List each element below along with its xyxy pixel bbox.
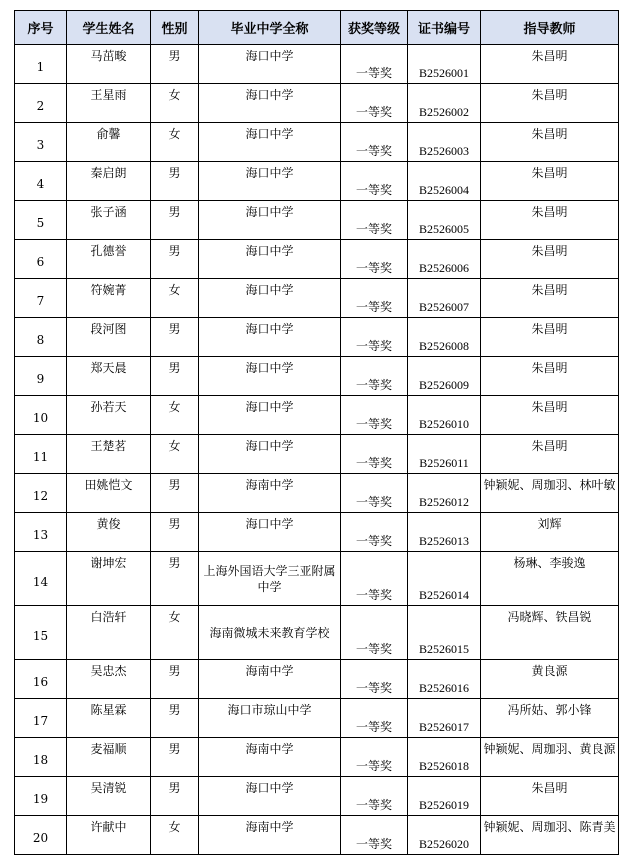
- table-row: [15, 816, 619, 855]
- student-name-cell: 吴忠杰: [67, 660, 151, 699]
- table-row: [15, 123, 619, 162]
- gender-cell: 男: [151, 660, 199, 699]
- gender-cell: 男: [151, 201, 199, 240]
- student-name-cell: 马茁畯: [67, 45, 151, 84]
- award-level-cell: 一等奖: [341, 606, 408, 660]
- table-row: [15, 606, 619, 660]
- school-cell: 海口中学: [199, 357, 341, 396]
- school-cell: 海口市琼山中学: [199, 699, 341, 738]
- certificate-no-cell: B2526011: [408, 435, 481, 474]
- header-gender: 性别: [151, 11, 199, 45]
- teacher-cell: 朱昌明: [481, 279, 619, 318]
- certificate-no-cell: B2526005: [408, 201, 481, 240]
- gender-cell: 男: [151, 738, 199, 777]
- seq-cell: 8: [15, 318, 67, 357]
- school-cell: 海口中学: [199, 318, 341, 357]
- student-name-cell: 秦启朗: [67, 162, 151, 201]
- seq-cell: 1: [15, 45, 67, 84]
- seq-cell: 2: [15, 84, 67, 123]
- header-seq: 序号: [15, 11, 67, 45]
- table-row: [15, 201, 619, 240]
- award-level-cell: 一等奖: [341, 45, 408, 84]
- table-row: [15, 45, 619, 84]
- award-level-cell: 一等奖: [341, 201, 408, 240]
- student-name-cell: 许献中: [67, 816, 151, 855]
- student-name-cell: 王楚茗: [67, 435, 151, 474]
- award-level-cell: 一等奖: [341, 816, 408, 855]
- student-name-cell: 孔德誉: [67, 240, 151, 279]
- award-level-cell: 一等奖: [341, 699, 408, 738]
- teacher-cell: 朱昌明: [481, 123, 619, 162]
- certificate-no-cell: B2526014: [408, 552, 481, 606]
- gender-cell: 男: [151, 513, 199, 552]
- student-name-cell: 段河图: [67, 318, 151, 357]
- seq-cell: 11: [15, 435, 67, 474]
- certificate-no-cell: B2526001: [408, 45, 481, 84]
- award-level-cell: 一等奖: [341, 123, 408, 162]
- teacher-cell: 朱昌明: [481, 435, 619, 474]
- certificate-no-cell: B2526018: [408, 738, 481, 777]
- student-name-cell: 谢坤宏: [67, 552, 151, 606]
- gender-cell: 男: [151, 162, 199, 201]
- school-cell: 海南微城未来教育学校: [199, 606, 341, 660]
- certificate-no-cell: B2526020: [408, 816, 481, 855]
- certificate-no-cell: B2526016: [408, 660, 481, 699]
- seq-cell: 13: [15, 513, 67, 552]
- school-cell: 海口中学: [199, 84, 341, 123]
- teacher-cell: 朱昌明: [481, 201, 619, 240]
- award-level-cell: 一等奖: [341, 738, 408, 777]
- award-level-cell: 一等奖: [341, 84, 408, 123]
- table-row: [15, 513, 619, 552]
- student-name-cell: 陈星霖: [67, 699, 151, 738]
- school-cell: 海口中学: [199, 45, 341, 84]
- seq-cell: 18: [15, 738, 67, 777]
- teacher-cell: 钟颖妮、周珈羽、黄良源: [481, 738, 619, 777]
- table-row: [15, 279, 619, 318]
- award-level-cell: 一等奖: [341, 279, 408, 318]
- table-row: [15, 552, 619, 606]
- teacher-cell: 钟颖妮、周珈羽、林叶敏: [481, 474, 619, 513]
- table-row: [15, 777, 619, 816]
- seq-cell: 14: [15, 552, 67, 606]
- table-body: [15, 45, 619, 855]
- certificate-no-cell: B2526009: [408, 357, 481, 396]
- school-cell: 海口中学: [199, 201, 341, 240]
- certificate-no-cell: B2526012: [408, 474, 481, 513]
- gender-cell: 女: [151, 396, 199, 435]
- gender-cell: 男: [151, 45, 199, 84]
- table-row: [15, 396, 619, 435]
- teacher-cell: 朱昌明: [481, 396, 619, 435]
- student-name-cell: 王星雨: [67, 84, 151, 123]
- seq-cell: 7: [15, 279, 67, 318]
- school-cell: 海口中学: [199, 123, 341, 162]
- table-row: [15, 84, 619, 123]
- teacher-cell: 朱昌明: [481, 84, 619, 123]
- certificate-no-cell: B2526003: [408, 123, 481, 162]
- table-row: [15, 240, 619, 279]
- student-name-cell: 吴清锐: [67, 777, 151, 816]
- certificate-no-cell: B2526007: [408, 279, 481, 318]
- award-level-cell: 一等奖: [341, 357, 408, 396]
- seq-cell: 20: [15, 816, 67, 855]
- header-row: [15, 11, 619, 45]
- certificate-no-cell: B2526013: [408, 513, 481, 552]
- table-row: [15, 660, 619, 699]
- teacher-cell: 冯晓辉、铁昌锐: [481, 606, 619, 660]
- teacher-cell: 刘辉: [481, 513, 619, 552]
- teacher-cell: 冯所姑、郭小锋: [481, 699, 619, 738]
- table-row: [15, 318, 619, 357]
- award-level-cell: 一等奖: [341, 162, 408, 201]
- gender-cell: 男: [151, 474, 199, 513]
- teacher-cell: 朱昌明: [481, 240, 619, 279]
- seq-cell: 15: [15, 606, 67, 660]
- teacher-cell: 杨琳、李骏逸: [481, 552, 619, 606]
- award-level-cell: 一等奖: [341, 552, 408, 606]
- seq-cell: 12: [15, 474, 67, 513]
- gender-cell: 女: [151, 279, 199, 318]
- table-row: [15, 699, 619, 738]
- seq-cell: 6: [15, 240, 67, 279]
- teacher-cell: 朱昌明: [481, 357, 619, 396]
- school-cell: 海口中学: [199, 435, 341, 474]
- certificate-no-cell: B2526019: [408, 777, 481, 816]
- table-row: [15, 357, 619, 396]
- school-cell: 海南中学: [199, 474, 341, 513]
- school-cell: 海南中学: [199, 660, 341, 699]
- seq-cell: 3: [15, 123, 67, 162]
- seq-cell: 17: [15, 699, 67, 738]
- award-level-cell: 一等奖: [341, 240, 408, 279]
- header-certificate-no: 证书编号: [408, 11, 481, 45]
- school-cell: 海口中学: [199, 162, 341, 201]
- certificate-no-cell: B2526017: [408, 699, 481, 738]
- gender-cell: 男: [151, 552, 199, 606]
- seq-cell: 16: [15, 660, 67, 699]
- school-cell: 上海外国语大学三亚附属中学: [199, 552, 341, 606]
- gender-cell: 男: [151, 240, 199, 279]
- gender-cell: 女: [151, 84, 199, 123]
- award-level-cell: 一等奖: [341, 660, 408, 699]
- certificate-no-cell: B2526015: [408, 606, 481, 660]
- teacher-cell: 黄良源: [481, 660, 619, 699]
- gender-cell: 男: [151, 357, 199, 396]
- school-cell: 海口中学: [199, 396, 341, 435]
- student-name-cell: 田姚恺文: [67, 474, 151, 513]
- award-table: [14, 10, 619, 855]
- seq-cell: 10: [15, 396, 67, 435]
- student-name-cell: 麦福顺: [67, 738, 151, 777]
- header-teacher: 指导教师: [481, 11, 619, 45]
- school-cell: 海南中学: [199, 816, 341, 855]
- teacher-cell: 朱昌明: [481, 162, 619, 201]
- gender-cell: 男: [151, 699, 199, 738]
- table-row: [15, 738, 619, 777]
- award-level-cell: 一等奖: [341, 435, 408, 474]
- school-cell: 海口中学: [199, 513, 341, 552]
- student-name-cell: 孙若天: [67, 396, 151, 435]
- seq-cell: 19: [15, 777, 67, 816]
- seq-cell: 5: [15, 201, 67, 240]
- gender-cell: 男: [151, 777, 199, 816]
- student-name-cell: 黄俊: [67, 513, 151, 552]
- school-cell: 海口中学: [199, 240, 341, 279]
- gender-cell: 女: [151, 435, 199, 474]
- certificate-no-cell: B2526008: [408, 318, 481, 357]
- table-row: [15, 162, 619, 201]
- table-row: [15, 435, 619, 474]
- teacher-cell: 朱昌明: [481, 45, 619, 84]
- gender-cell: 女: [151, 816, 199, 855]
- header-school: 毕业中学全称: [199, 11, 341, 45]
- student-name-cell: 俞馨: [67, 123, 151, 162]
- certificate-no-cell: B2526010: [408, 396, 481, 435]
- gender-cell: 男: [151, 318, 199, 357]
- certificate-no-cell: B2526006: [408, 240, 481, 279]
- gender-cell: 女: [151, 123, 199, 162]
- gender-cell: 女: [151, 606, 199, 660]
- award-level-cell: 一等奖: [341, 396, 408, 435]
- certificate-no-cell: B2526004: [408, 162, 481, 201]
- award-level-cell: 一等奖: [341, 513, 408, 552]
- teacher-cell: 钟颖妮、周珈羽、陈青美: [481, 816, 619, 855]
- seq-cell: 4: [15, 162, 67, 201]
- header-student-name: 学生姓名: [67, 11, 151, 45]
- student-name-cell: 白浩轩: [67, 606, 151, 660]
- student-name-cell: 符婉菁: [67, 279, 151, 318]
- school-cell: 海口中学: [199, 279, 341, 318]
- student-name-cell: 郑天晨: [67, 357, 151, 396]
- teacher-cell: 朱昌明: [481, 777, 619, 816]
- header-award-level: 获奖等级: [341, 11, 408, 45]
- certificate-no-cell: B2526002: [408, 84, 481, 123]
- seq-cell: 9: [15, 357, 67, 396]
- student-name-cell: 张子涵: [67, 201, 151, 240]
- award-level-cell: 一等奖: [341, 474, 408, 513]
- teacher-cell: 朱昌明: [481, 318, 619, 357]
- school-cell: 海口中学: [199, 777, 341, 816]
- school-cell: 海南中学: [199, 738, 341, 777]
- award-level-cell: 一等奖: [341, 777, 408, 816]
- table-row: [15, 474, 619, 513]
- award-level-cell: 一等奖: [341, 318, 408, 357]
